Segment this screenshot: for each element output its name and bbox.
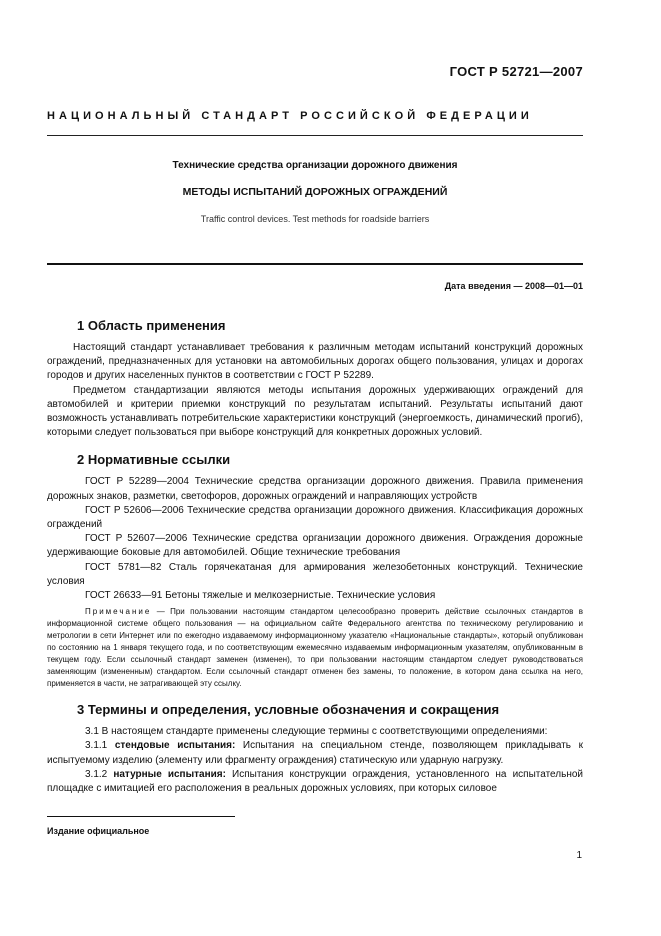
clause-3-1: 3.1 В настоящем стандарте применены следующие термины с соответствующими определениями: bbox=[85, 726, 548, 738]
section-1-paragraph: Предметом стандартизации являются методы испытания дорожных удерживающих ограждений для автомобилей и критерии приемки конструкций по результатам испытаний. Результаты испытаний дают возможность устанавливать потребительские характеристики конструкций (энергоемкость, динамический прогиб), которыми следует пользоваться при выборе конструкций для конкретных дорожных условий. bbox=[47, 384, 583, 439]
document-body bbox=[47, 306, 583, 796]
title-divider bbox=[47, 263, 583, 265]
normative-reference: ГОСТ 5781—82 Сталь горячекатаная для армирования железобетонных конструкций. Технические условия bbox=[47, 561, 583, 587]
term-name: натурные испытания: bbox=[113, 768, 226, 780]
national-standard-banner: НАЦИОНАЛЬНЫЙ СТАНДАРТ РОССИЙСКОЙ ФЕДЕРАЦИИ bbox=[47, 110, 533, 122]
normative-reference: ГОСТ Р 52606—2006 Технические средства организации дорожного движения. Классификация дорожных ограждений bbox=[47, 504, 583, 531]
note-text: — При пользовании настоящим стандартом целесообразно проверить действие ссылочных стандартов в информационной системе общего пользования — на официальном сайте Федерального агентства по техническому регулированию и метрологии в сети Интернет или по ежегодно издаваемому информационному указателю «Национальные стандарты», который опубликован по состоянию на 1 января текущего года, и по соответствующим ежемесячно издаваемым информационным указателям, опубликованным в текущем году. Если ссылочный стандарт заменен (изменен), то при пользовании настоящим стандартом следует руководствоваться заменяющим (измененным) стандартом. Если ссылочный стандарт отменен без замены, то положение, в котором дана ссылка на него, применяется в части, не затрагивающей эту ссылку. bbox=[47, 607, 583, 689]
document-title: МЕТОДЫ ИСПЫТАНИЙ ДОРОЖНЫХ ОГРАЖДЕНИЙ bbox=[182, 186, 448, 198]
note bbox=[47, 606, 583, 690]
normative-reference: ГОСТ 26633—91 Бетоны тяжелые и мелкозернистые. Технические условия bbox=[85, 590, 436, 602]
english-title: Traffic control devices. Test methods for roadside barriers bbox=[200, 214, 430, 224]
section-3-heading: 3 Термины и определения, условные обозначения и сокращения bbox=[77, 702, 500, 718]
term-name: стендовые испытания: bbox=[114, 740, 236, 752]
term-definition: Испытания на специальном стенде, позволяющем прикладывать к испытуемому изделию (элементу или фрагменту ограждения) статическую или ударную нагрузку. bbox=[47, 740, 583, 766]
document-subtitle: Технические средства организации дорожного движения bbox=[172, 160, 458, 171]
gost-number: ГОСТ Р 52721—2007 bbox=[449, 64, 583, 79]
edition-label: Издание официальное bbox=[47, 826, 150, 836]
page-number: 1 bbox=[576, 850, 582, 861]
note-label: Примечание bbox=[85, 607, 152, 617]
section-1-paragraph: Настоящий стандарт устанавливает требования к различным методам испытаний конструкций дорожных ограждений, предназначенных для установки на автомобильных дорогах общего пользования, улицах и дорогах городов и других населенных пунктов в соответствии с ГОСТ Р 52289. bbox=[47, 342, 583, 382]
footer-divider bbox=[47, 816, 235, 817]
section-2-heading: 2 Нормативные ссылки bbox=[77, 452, 231, 468]
normative-reference: ГОСТ Р 52607—2006 Технические средства организации дорожного движения. Ограждения дорожные удерживающие боковые для автомобилей. Общие технические требования bbox=[47, 533, 583, 559]
normative-reference: ГОСТ Р 52289—2004 Технические средства организации дорожного движения. Правила применения дорожных знаков, разметки, светофоров, дорожных ограждений и направляющих устройств bbox=[47, 476, 583, 502]
introduction-date: Дата введения — 2008—01—01 bbox=[444, 281, 583, 291]
term-3-1-1 bbox=[47, 739, 583, 767]
header-divider bbox=[47, 135, 583, 136]
section-1-heading: 1 Область применения bbox=[77, 318, 226, 333]
term-definition: Испытания конструкции ограждения, установленного на испытательной площадке с имитацией его расположения в реальных дорожных условиях, при которых силовое bbox=[47, 768, 583, 795]
term-3-1-2 bbox=[47, 768, 583, 796]
term-number: 3.1.2 bbox=[85, 768, 114, 780]
term-number: 3.1.1 bbox=[85, 740, 115, 752]
